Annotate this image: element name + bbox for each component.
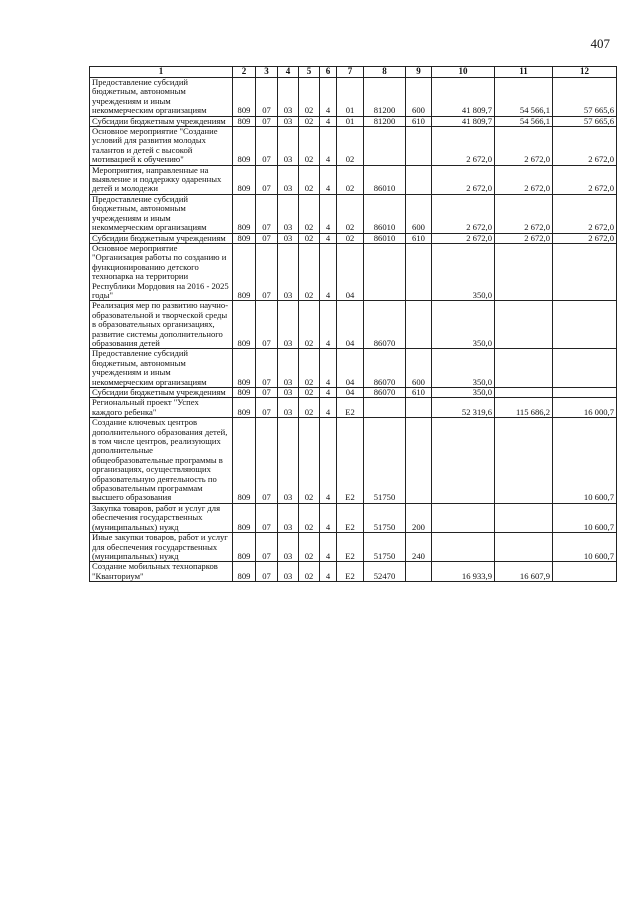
cell-c9 [406, 165, 432, 194]
cell-c12 [553, 243, 617, 300]
cell-c7: 02 [337, 233, 364, 243]
cell-c4: 03 [278, 194, 299, 233]
cell-c5: 02 [299, 533, 320, 562]
cell-c4: 03 [278, 165, 299, 194]
table-row [90, 388, 617, 398]
cell-c6: 4 [320, 194, 337, 233]
cell-c4: 03 [278, 301, 299, 349]
cell-c8: 86010 [364, 165, 406, 194]
cell-c11 [495, 301, 553, 349]
cell-c3: 07 [256, 388, 278, 398]
cell-c11 [495, 349, 553, 388]
cell-c3: 07 [256, 127, 278, 166]
cell-c9: 600 [406, 78, 432, 117]
cell-c7: 02 [337, 127, 364, 166]
cell-c12: 57 665,6 [553, 78, 617, 117]
col-header-11: 11 [495, 67, 553, 78]
cell-c11: 2 672,0 [495, 233, 553, 243]
col-header-7: 7 [337, 67, 364, 78]
cell-c6: 4 [320, 78, 337, 117]
cell-c3: 07 [256, 243, 278, 300]
cell-c3: 07 [256, 398, 278, 418]
cell-c8: 81200 [364, 116, 406, 126]
cell-c11: 16 607,9 [495, 562, 553, 582]
cell-c3: 07 [256, 116, 278, 126]
cell-c12: 57 665,6 [553, 116, 617, 126]
cell-c10: 2 672,0 [432, 127, 495, 166]
row-name: Основное мероприятие "Организация работы по созданию и функционированию детского технопарка на территории Республики Мордовия на 2016 - 2025 годы" [90, 243, 233, 300]
cell-c8 [364, 398, 406, 418]
cell-c6: 4 [320, 533, 337, 562]
budget-table [89, 66, 617, 582]
cell-c4: 03 [278, 562, 299, 582]
cell-c5: 02 [299, 398, 320, 418]
cell-c7: E2 [337, 533, 364, 562]
cell-c9: 610 [406, 116, 432, 126]
cell-c10: 350,0 [432, 349, 495, 388]
cell-c6: 4 [320, 243, 337, 300]
cell-c12 [553, 562, 617, 582]
row-name: Создание мобильных технопарков "Кванториум" [90, 562, 233, 582]
cell-c2: 809 [233, 349, 256, 388]
cell-c3: 07 [256, 78, 278, 117]
table-row [90, 503, 617, 532]
cell-c8: 51750 [364, 503, 406, 532]
col-header-1: 1 [90, 67, 233, 78]
cell-c8: 86010 [364, 233, 406, 243]
cell-c2: 809 [233, 243, 256, 300]
cell-c6: 4 [320, 398, 337, 418]
cell-c10: 41 809,7 [432, 116, 495, 126]
cell-c5: 02 [299, 503, 320, 532]
cell-c9: 600 [406, 349, 432, 388]
cell-c7: 01 [337, 116, 364, 126]
cell-c2: 809 [233, 418, 256, 504]
cell-c11: 54 566,1 [495, 116, 553, 126]
table-row [90, 301, 617, 349]
cell-c8: 51750 [364, 418, 406, 504]
cell-c9 [406, 398, 432, 418]
row-name: Субсидии бюджетным учреждениям [90, 388, 233, 398]
row-name: Предоставление субсидий бюджетным, автономным учреждениям и иным некоммерческим организациям [90, 349, 233, 388]
cell-c2: 809 [233, 116, 256, 126]
cell-c10: 52 319,6 [432, 398, 495, 418]
cell-c10: 2 672,0 [432, 194, 495, 233]
cell-c4: 03 [278, 243, 299, 300]
cell-c8: 52470 [364, 562, 406, 582]
cell-c7: 04 [337, 301, 364, 349]
cell-c10 [432, 418, 495, 504]
cell-c10 [432, 503, 495, 532]
table-row [90, 194, 617, 233]
cell-c6: 4 [320, 301, 337, 349]
col-header-9: 9 [406, 67, 432, 78]
row-name: Закупка товаров, работ и услуг для обеспечения государственных (муниципальных) нужд [90, 503, 233, 532]
cell-c7: 01 [337, 78, 364, 117]
cell-c12: 2 672,0 [553, 165, 617, 194]
cell-c8 [364, 243, 406, 300]
col-header-3: 3 [256, 67, 278, 78]
cell-c12 [553, 388, 617, 398]
cell-c7: E2 [337, 398, 364, 418]
cell-c9: 610 [406, 388, 432, 398]
row-name: Предоставление субсидий бюджетным, автономным учреждениям и иным некоммерческим организациям [90, 78, 233, 117]
cell-c9 [406, 301, 432, 349]
row-name: Региональный проект "Успех каждого ребенка" [90, 398, 233, 418]
cell-c7: 04 [337, 243, 364, 300]
row-name: Мероприятия, направленные на выявление и поддержку одаренных детей и молодежи [90, 165, 233, 194]
cell-c2: 809 [233, 78, 256, 117]
col-header-2: 2 [233, 67, 256, 78]
col-header-10: 10 [432, 67, 495, 78]
cell-c6: 4 [320, 127, 337, 166]
cell-c11: 2 672,0 [495, 127, 553, 166]
cell-c5: 02 [299, 562, 320, 582]
cell-c3: 07 [256, 418, 278, 504]
cell-c2: 809 [233, 127, 256, 166]
row-name: Реализация мер по развитию научно-образовательной и творческой среды в образовательных организациях, развитие системы дополнительного образования детей [90, 301, 233, 349]
table-row [90, 418, 617, 504]
cell-c4: 03 [278, 388, 299, 398]
col-header-8: 8 [364, 67, 406, 78]
cell-c8: 86010 [364, 194, 406, 233]
cell-c7: 04 [337, 388, 364, 398]
cell-c10: 16 933,9 [432, 562, 495, 582]
cell-c3: 07 [256, 503, 278, 532]
cell-c4: 03 [278, 127, 299, 166]
row-name: Основное мероприятие "Создание условий для развития молодых талантов и детей с высокой мотивацией к обучению" [90, 127, 233, 166]
cell-c8: 86070 [364, 349, 406, 388]
cell-c8: 86070 [364, 301, 406, 349]
row-name: Создание ключевых центров дополнительного образования детей, в том числе центров, реализующих дополнительные общеобразовательные программы в организациях, осуществляющих образовательную деятельность по образовательным программам высшего образования [90, 418, 233, 504]
cell-c5: 02 [299, 388, 320, 398]
cell-c2: 809 [233, 165, 256, 194]
cell-c5: 02 [299, 165, 320, 194]
cell-c5: 02 [299, 243, 320, 300]
row-name: Субсидии бюджетным учреждениям [90, 233, 233, 243]
cell-c11: 2 672,0 [495, 165, 553, 194]
cell-c2: 809 [233, 398, 256, 418]
cell-c3: 07 [256, 233, 278, 243]
table-row [90, 349, 617, 388]
cell-c4: 03 [278, 116, 299, 126]
cell-c2: 809 [233, 301, 256, 349]
col-header-12: 12 [553, 67, 617, 78]
col-header-6: 6 [320, 67, 337, 78]
cell-c2: 809 [233, 194, 256, 233]
cell-c4: 03 [278, 418, 299, 504]
cell-c5: 02 [299, 301, 320, 349]
table-row [90, 398, 617, 418]
cell-c7: E2 [337, 418, 364, 504]
cell-c11 [495, 243, 553, 300]
cell-c9 [406, 243, 432, 300]
table-row [90, 165, 617, 194]
cell-c10: 350,0 [432, 243, 495, 300]
cell-c7: 02 [337, 165, 364, 194]
col-header-5: 5 [299, 67, 320, 78]
cell-c5: 02 [299, 418, 320, 504]
table-row [90, 233, 617, 243]
cell-c12: 16 000,7 [553, 398, 617, 418]
cell-c12: 2 672,0 [553, 194, 617, 233]
cell-c9 [406, 127, 432, 166]
cell-c2: 809 [233, 562, 256, 582]
cell-c11: 54 566,1 [495, 78, 553, 117]
cell-c4: 03 [278, 349, 299, 388]
cell-c9 [406, 418, 432, 504]
cell-c7: 04 [337, 349, 364, 388]
cell-c2: 809 [233, 533, 256, 562]
cell-c4: 03 [278, 78, 299, 117]
cell-c6: 4 [320, 562, 337, 582]
cell-c4: 03 [278, 533, 299, 562]
cell-c5: 02 [299, 116, 320, 126]
cell-c6: 4 [320, 233, 337, 243]
cell-c7: 02 [337, 194, 364, 233]
cell-c11: 115 686,2 [495, 398, 553, 418]
row-name: Субсидии бюджетным учреждениям [90, 116, 233, 126]
table-row [90, 116, 617, 126]
cell-c12 [553, 349, 617, 388]
cell-c8: 81200 [364, 78, 406, 117]
cell-c6: 4 [320, 418, 337, 504]
row-name: Предоставление субсидий бюджетным, автономным учреждениям и иным некоммерческим организациям [90, 194, 233, 233]
cell-c11 [495, 503, 553, 532]
cell-c3: 07 [256, 194, 278, 233]
cell-c8 [364, 127, 406, 166]
table-row [90, 562, 617, 582]
cell-c3: 07 [256, 533, 278, 562]
cell-c3: 07 [256, 349, 278, 388]
table-row [90, 533, 617, 562]
cell-c9: 200 [406, 503, 432, 532]
cell-c11: 2 672,0 [495, 194, 553, 233]
cell-c9 [406, 562, 432, 582]
cell-c9: 600 [406, 194, 432, 233]
cell-c5: 02 [299, 233, 320, 243]
cell-c3: 07 [256, 165, 278, 194]
cell-c10: 2 672,0 [432, 233, 495, 243]
cell-c10 [432, 533, 495, 562]
cell-c11 [495, 533, 553, 562]
cell-c3: 07 [256, 562, 278, 582]
cell-c6: 4 [320, 349, 337, 388]
cell-c12: 2 672,0 [553, 127, 617, 166]
cell-c12 [553, 301, 617, 349]
cell-c7: E2 [337, 562, 364, 582]
page-number: 407 [590, 36, 610, 51]
cell-c6: 4 [320, 388, 337, 398]
cell-c11 [495, 418, 553, 504]
header-row [90, 67, 617, 78]
row-name: Иные закупки товаров, работ и услуг для обеспечения государственных (муниципальных) нужд [90, 533, 233, 562]
table-row [90, 78, 617, 117]
cell-c2: 809 [233, 503, 256, 532]
cell-c2: 809 [233, 233, 256, 243]
cell-c6: 4 [320, 503, 337, 532]
table-row [90, 243, 617, 300]
table-row [90, 127, 617, 166]
cell-c12: 10 600,7 [553, 533, 617, 562]
cell-c12: 10 600,7 [553, 418, 617, 504]
cell-c8: 51750 [364, 533, 406, 562]
cell-c10: 350,0 [432, 301, 495, 349]
cell-c5: 02 [299, 78, 320, 117]
cell-c9: 240 [406, 533, 432, 562]
cell-c4: 03 [278, 503, 299, 532]
cell-c11 [495, 388, 553, 398]
cell-c4: 03 [278, 398, 299, 418]
cell-c5: 02 [299, 349, 320, 388]
col-header-4: 4 [278, 67, 299, 78]
cell-c8: 86070 [364, 388, 406, 398]
cell-c2: 809 [233, 388, 256, 398]
cell-c7: E2 [337, 503, 364, 532]
cell-c12: 10 600,7 [553, 503, 617, 532]
cell-c4: 03 [278, 233, 299, 243]
cell-c6: 4 [320, 165, 337, 194]
cell-c10: 350,0 [432, 388, 495, 398]
cell-c5: 02 [299, 127, 320, 166]
cell-c12: 2 672,0 [553, 233, 617, 243]
cell-c3: 07 [256, 301, 278, 349]
cell-c10: 41 809,7 [432, 78, 495, 117]
cell-c10: 2 672,0 [432, 165, 495, 194]
cell-c6: 4 [320, 116, 337, 126]
cell-c5: 02 [299, 194, 320, 233]
cell-c9: 610 [406, 233, 432, 243]
